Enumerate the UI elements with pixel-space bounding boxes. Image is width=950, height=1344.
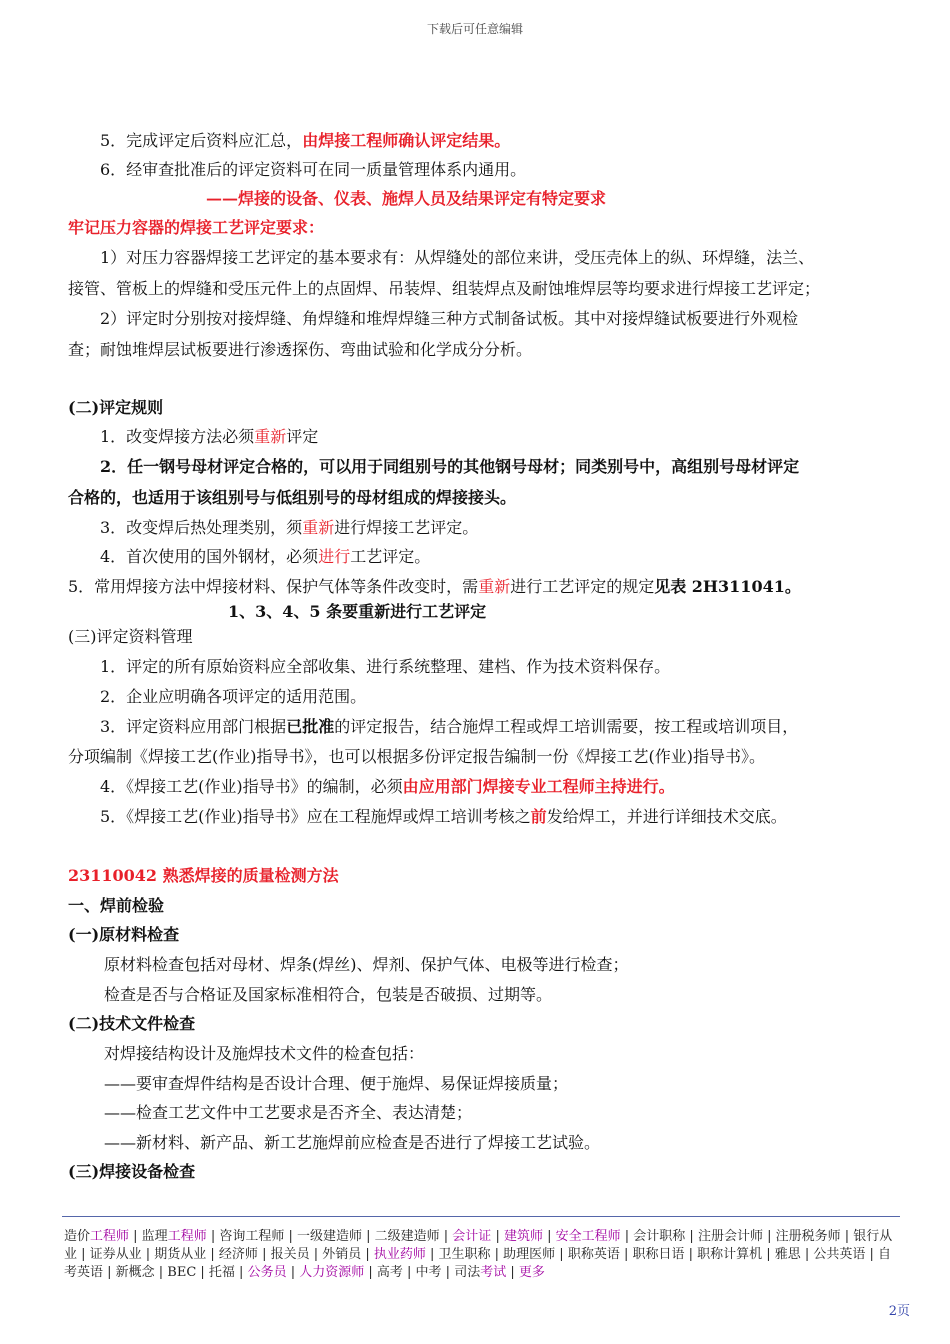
text-line	[68, 865, 888, 887]
footer-link[interactable]: 会计证	[452, 1229, 492, 1244]
text-segment: 前	[530, 807, 547, 826]
text-segment: 合格的，也适用于该组别号与低组别号的母材组成的焊接接头。	[68, 488, 517, 507]
text-segment: (一)原材料检查	[68, 925, 180, 944]
text-segment: 见表 2H311041。	[654, 577, 801, 596]
text-segment: (三)焊接设备检查	[68, 1162, 196, 1181]
footer-text: |	[542, 1229, 556, 1244]
text-line	[68, 895, 888, 917]
text-segment: 3．改变焊后热处理类别，须	[100, 518, 303, 537]
text-line	[68, 954, 924, 976]
text-segment: 2）评定时分别按对接焊缝、角焊缝和堆焊焊缝三种方式制备试板。其中对接焊缝试板要进行外观检	[100, 309, 799, 328]
text-segment: (三)评定资料管理	[68, 627, 193, 646]
footer-link[interactable]: 工程师	[167, 1229, 207, 1244]
text-line	[68, 1013, 888, 1035]
text-segment: 1）对压力容器焊接工艺评定的基本要求有：从焊缝处的部位来讲，受压壳体上的纵、环焊缝，法兰、	[100, 248, 815, 267]
text-segment: (二)评定规则	[68, 398, 164, 417]
text-line	[68, 308, 920, 330]
text-segment: ——焊接的设备、仪表、施焊人员及结果评定有特定要求	[206, 189, 607, 208]
text-segment: ——检查工艺文件中工艺要求是否齐全、表达清楚；	[104, 1103, 473, 1122]
text-segment: 的评定报告，结合施焊工程或焊工培训需要，按工程或培训项目，	[334, 717, 799, 736]
text-segment: 分项编制《焊接工艺(作业)指导书》，也可以根据多份评定报告编制一份《焊接工艺(作业)指导书》。	[68, 747, 765, 766]
text-line	[68, 1161, 888, 1183]
footer-text: |	[491, 1229, 504, 1244]
text-line	[68, 487, 888, 509]
footer-link[interactable]: 公务员	[247, 1265, 287, 1280]
text-line	[68, 686, 920, 708]
text-segment: 接管、管板上的焊缝和受压元件上的点固焊、吊装焊、组装焊点及耐蚀堆焊层等均要求进行焊接工艺评定；	[68, 279, 821, 298]
footer-text: 造价	[64, 1229, 91, 1244]
text-line	[68, 278, 888, 300]
text-line	[68, 806, 920, 828]
text-segment: 评定	[286, 427, 319, 446]
text-line	[68, 159, 920, 181]
text-segment: 对焊接结构设计及施焊技术文件的检查包括：	[104, 1044, 425, 1063]
text-segment: 一、焊前检验	[68, 896, 165, 915]
page-header: 下载后可任意编辑	[426, 22, 523, 36]
text-segment: 进行工艺评定的规定	[510, 577, 655, 596]
text-line	[68, 247, 920, 269]
text-line	[68, 1132, 924, 1154]
footer-text: |	[506, 1265, 519, 1280]
text-line	[68, 984, 924, 1006]
text-segment: 由应用部门焊接专业工程师主持进行。	[402, 777, 675, 796]
text-segment: 重新	[478, 577, 511, 596]
footer-text: | 咨询工程师 | 一级建造师 | 二级建造师 |	[206, 1229, 453, 1244]
text-segment: 检查是否与合格证及国家标准相符合，包装是否破损、过期等。	[104, 985, 553, 1004]
text-line	[68, 601, 950, 623]
footer-link[interactable]: 人力资源师	[299, 1265, 365, 1280]
text-segment: 进行焊接工艺评定。	[334, 518, 479, 537]
text-segment: 5．常用焊接方法中焊接材料、保护气体等条件改变时，需	[68, 577, 479, 596]
text-segment: 1．评定的所有原始资料应全部收集、进行系统整理、建档、作为技术资料保存。	[100, 657, 671, 676]
text-line	[68, 746, 888, 768]
footer-text: | 会计职称 | 注册会计师 | 注册税务师 | 银行从业 | 证券从业 | 期货从业 | 经济师 | 报关员 | 外销员 |	[64, 1229, 893, 1262]
page-number: 2页	[888, 1304, 910, 1319]
text-segment: 5．《焊接工艺(作业)指导书》应在工程施焊或焊工培训考核之	[100, 807, 531, 826]
text-line	[68, 517, 920, 539]
text-segment: 重新	[254, 427, 287, 446]
text-line	[68, 188, 950, 210]
text-line	[68, 339, 888, 361]
text-line	[68, 1073, 924, 1095]
text-line	[68, 546, 920, 568]
text-line	[68, 426, 920, 448]
text-line	[68, 1102, 924, 1124]
text-segment: ——新材料、新产品、新工艺施焊前应检查是否进行了焊接工艺试验。	[104, 1133, 601, 1152]
footer-divider	[62, 1216, 900, 1217]
footer-text: |	[286, 1265, 300, 1280]
text-line	[68, 456, 920, 478]
footer-link[interactable]: 工程师	[90, 1229, 130, 1244]
text-line	[68, 1043, 924, 1065]
text-line	[68, 217, 888, 239]
footer-link[interactable]: 安全工程师	[555, 1229, 621, 1244]
text-segment: 牢记压力容器的焊接工艺评定要求：	[68, 218, 325, 237]
text-line	[68, 656, 920, 678]
text-segment: 23110042 熟悉焊接的质量检测方法	[68, 866, 339, 885]
text-segment: 3．评定资料应用部门根据	[100, 717, 287, 736]
text-segment: 重新	[302, 518, 335, 537]
footer-text: | 高考 | 中考 | 司法	[364, 1265, 481, 1280]
text-line	[68, 924, 888, 946]
text-line	[68, 130, 920, 152]
text-line	[68, 776, 920, 798]
footer-text: | 监理	[129, 1229, 168, 1244]
footer-link[interactable]: 建筑师	[503, 1229, 543, 1244]
text-segment: 1．改变焊接方法必须	[100, 427, 255, 446]
text-segment: 由焊接工程师确认评定结果。	[302, 131, 511, 150]
footer-link[interactable]: 更多	[518, 1265, 545, 1280]
text-segment: 2．企业应明确各项评定的适用范围。	[100, 687, 367, 706]
text-segment: 4．首次使用的国外钢材，必须	[100, 547, 319, 566]
text-segment: 4．《焊接工艺(作业)指导书》的编制，必须	[100, 777, 403, 796]
text-segment: 工艺评定。	[350, 547, 431, 566]
text-segment: 进行	[318, 547, 351, 566]
footer-text: | 卫生职称 | 助理医师 | 职称英语 | 职称日语 | 职称计算机 | 雅思 | 公共英语 | 自考英语 | 新概念 | BEC | 托福 |	[64, 1247, 892, 1280]
text-segment: 5．完成评定后资料应汇总，	[100, 131, 303, 150]
text-segment: (二)技术文件检查	[68, 1014, 196, 1033]
text-segment: 已批准	[286, 717, 335, 736]
footer-link[interactable]: 执业药师	[373, 1247, 426, 1262]
text-line	[68, 716, 920, 738]
text-line	[68, 397, 888, 419]
text-segment: ——要审查焊件结构是否设计合理、便于施焊、易保证焊接质量；	[104, 1074, 569, 1093]
text-segment: 原材料检查包括对母材、焊条(焊丝)、焊剂、保护气体、电极等进行检查；	[104, 955, 629, 974]
text-line	[68, 626, 888, 648]
text-segment: 6．经审查批准后的评定资料可在同一质量管理体系内通用。	[100, 160, 527, 179]
footer-links	[64, 1228, 896, 1282]
text-segment: 发给焊工，并进行详细技术交底。	[546, 807, 787, 826]
footer-link[interactable]: 考试	[480, 1265, 507, 1280]
text-segment: 1、3、4、5 条要重新进行工艺评定	[228, 602, 487, 621]
text-segment: 2．任一钢号母材评定合格的，可以用于同组别号的其他钢号母材；同类别号中，高组别号母材评定	[100, 457, 800, 476]
text-segment: 查；耐蚀堆焊层试板要进行渗透探伤、弯曲试验和化学成分分析。	[68, 340, 533, 359]
text-line	[68, 576, 888, 598]
